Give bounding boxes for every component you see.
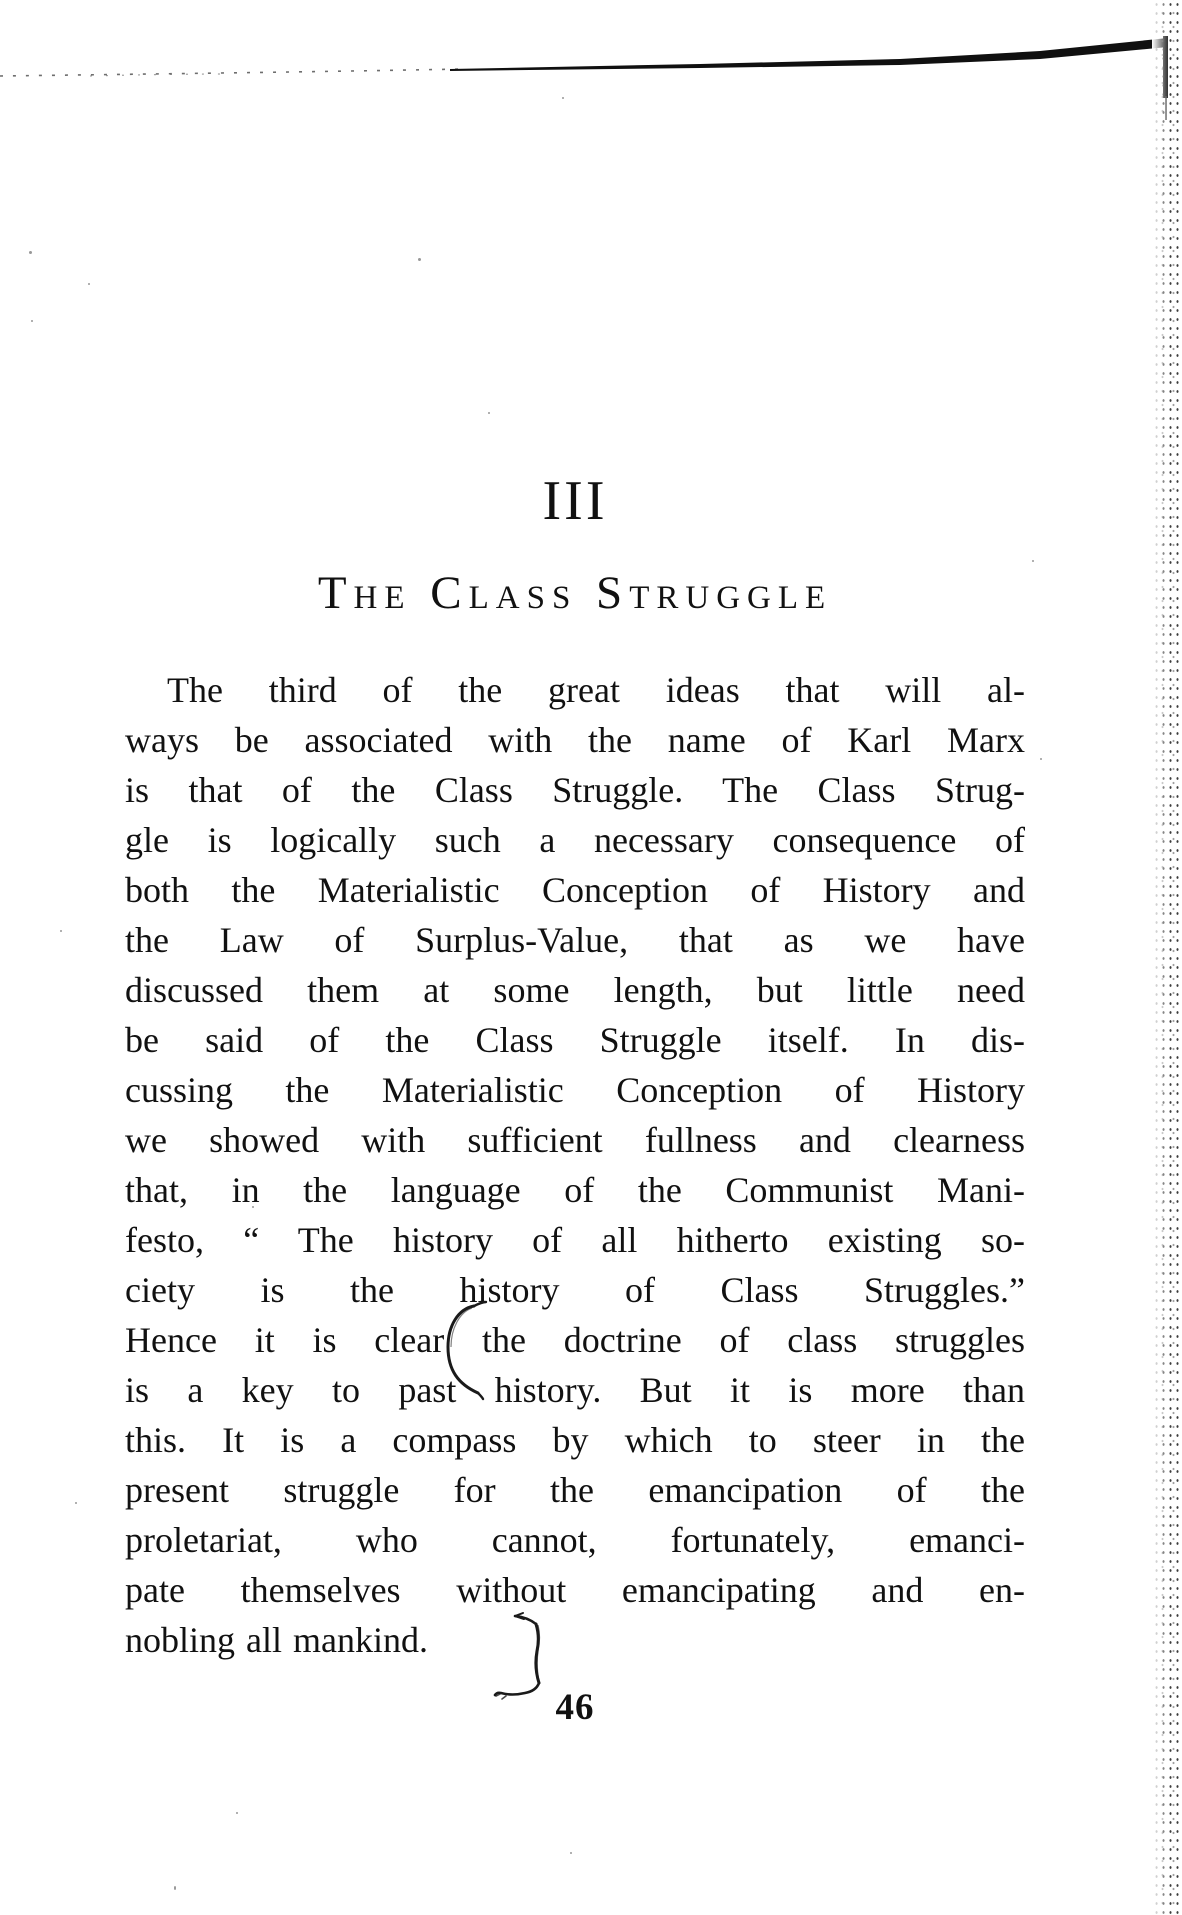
scan-speck [488, 412, 490, 414]
scan-speck [418, 258, 421, 261]
chapter-number: III [542, 470, 608, 532]
text-line: The third of the great ideas that will al- [167, 670, 1025, 710]
text-line: ciety is the history of Class Struggles.” [125, 1270, 1025, 1310]
text-line: ways be associated with the name of Karl Marx [125, 720, 1025, 760]
text-line: gle is logically such a necessary consequence of [125, 820, 1025, 860]
scan-speck [1040, 758, 1042, 760]
scan-speck [236, 1812, 238, 1814]
scan-speck [60, 930, 62, 932]
scan-speck [174, 1886, 176, 1890]
text-line: pate themselves without emancipating and en- [125, 1570, 1025, 1610]
chapter-heading: The Class Struggle [317, 567, 833, 619]
text-line: Hence it is clear the doctrine of class struggles [125, 1320, 1025, 1360]
body-text [125, 665, 1025, 1665]
text-line: is that of the Class Struggle. The Class Strug- [125, 770, 1025, 810]
text-line: nobling all mankind. [125, 1620, 428, 1660]
text-line: that, in the language of the Communist Mani- [125, 1170, 1025, 1210]
scan-top-edge-line [0, 0, 1182, 130]
text-line: this. It is a compass by which to steer in the [125, 1420, 1025, 1460]
scan-speck [75, 1502, 77, 1504]
text-line: we showed with sufficient fullness and clearness [125, 1120, 1025, 1160]
scan-right-edge-texture [1152, 0, 1182, 1915]
text-line: proletariat, who cannot, fortunately, emanci- [125, 1520, 1025, 1560]
text-line: cussing the Materialistic Conception of History [125, 1070, 1025, 1110]
scan-speck [562, 97, 564, 99]
scan-speck [570, 1852, 572, 1854]
text-line: festo, “ The history of all hitherto existing so- [125, 1220, 1025, 1260]
text-line: discussed them at some length, but little need [125, 970, 1025, 1010]
text-line: be said of the Class Struggle itself. In dis- [125, 1020, 1025, 1060]
scan-speck [1032, 560, 1034, 562]
scan-speck [29, 251, 32, 254]
text-line: the Law of Surplus-Value, that as we have [125, 920, 1025, 960]
text-line: is a key to past history. But it is more than [125, 1370, 1025, 1410]
text-line: present struggle for the emancipation of the [125, 1470, 1025, 1510]
text-line: both the Materialistic Conception of History and [125, 870, 1025, 910]
scan-speck [88, 283, 90, 285]
page-number: 46 [555, 1687, 595, 1728]
scan-speck [31, 320, 33, 322]
